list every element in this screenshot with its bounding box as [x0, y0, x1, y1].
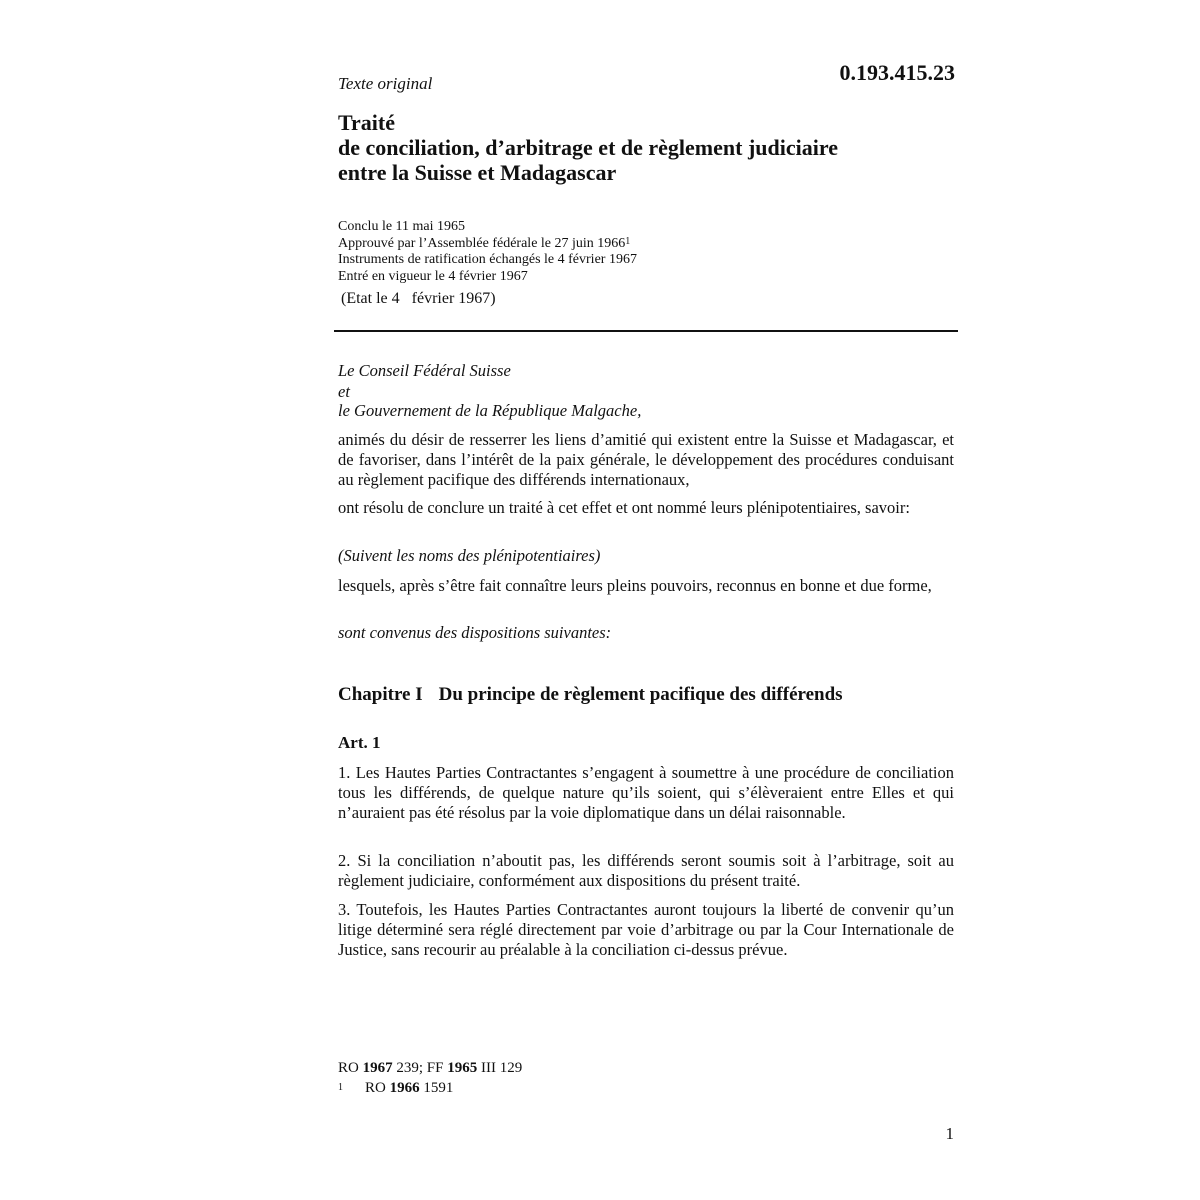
- footnote-1-prefix: RO: [365, 1080, 390, 1096]
- preamble-party-1: Le Conseil Fédéral Suisse: [338, 361, 511, 380]
- preamble-plenipotentiaries: (Suivent les noms des plénipotentiaires): [338, 546, 601, 565]
- status-date: (Etat le 4 février 1967): [341, 290, 496, 307]
- document-title: [338, 110, 838, 185]
- title-line-1: Traité: [338, 110, 396, 135]
- footnotes: [338, 1058, 522, 1098]
- chapter-number: Chapitre I: [338, 684, 423, 705]
- original-text-label: Texte original: [338, 74, 433, 93]
- header-divider: [334, 330, 958, 332]
- source-reference: [338, 1058, 522, 1078]
- concluded-date: Conclu le 11 mai 1965: [338, 219, 466, 234]
- footnote-ref-1[interactable]: 1: [625, 235, 631, 247]
- source-ff-rest: III 129: [477, 1060, 523, 1076]
- preamble-paragraph-5: sont convenus des dispositions suivantes:: [338, 623, 612, 642]
- article-1-heading: Art. 1: [338, 733, 381, 752]
- article-1-paragraph-1: 1. Les Hautes Parties Contractantes s’engagent à soumettre à une procédure de conciliation tous les différends, de quelque nature qu’ils soient, qui s’élèveraient entre Elles et qui n’auraient pas été résolus par la voie diplomatique dans un délai raisonnable.: [338, 763, 954, 822]
- in-force-date: Entré en vigueur le 4 février 1967: [338, 268, 528, 284]
- treaty-metadata: [338, 219, 637, 285]
- approved-date: [338, 236, 637, 253]
- preamble-paragraph-1: animés du désir de resserrer les liens d’amitié qui existent entre la Suisse et Madagascar, et de favoriser, dans l’intérêt de la paix générale, le développement des procédures conduisant au règlement pacifique des différends internationaux,: [338, 430, 954, 489]
- article-1-paragraph-2: 2. Si la conciliation n’aboutit pas, les différends seront soumis soit à l’arbitrage, soit au règlement judiciaire, conformément aux dispositions du présent traité.: [338, 851, 954, 890]
- article-1-paragraph-3: 3. Toutefois, les Hautes Parties Contractantes auront toujours la liberté de convenir qu’un litige déterminé sera réglé directement par voie d’arbitrage ou par la Cour Internationale de Justice, sans recourir au préalable à la conciliation ci-dessus prévue.: [338, 900, 954, 959]
- source-ro-prefix: RO: [338, 1060, 363, 1076]
- title-line-2: de conciliation, d’arbitrage et de règlement judiciaire: [338, 135, 838, 160]
- preamble-party-2: le Gouvernement de la République Malgache,: [338, 401, 642, 420]
- footnote-1-page: 1591: [419, 1080, 454, 1096]
- title-line-3: entre la Suisse et Madagascar: [338, 160, 617, 185]
- page-number: 1: [945, 1124, 954, 1143]
- approved-text: Approuvé par l’Assemblée fédérale le 27 juin 1966: [338, 235, 626, 251]
- source-ro-page: 239; FF: [392, 1060, 448, 1076]
- source-ro-year: 1967: [362, 1060, 393, 1076]
- preamble-and: et: [338, 382, 350, 401]
- footnote-1-mark: 1: [338, 1082, 343, 1093]
- footnote-1: [338, 1078, 522, 1098]
- source-ff-year: 1965: [447, 1060, 478, 1076]
- footnote-1-year: 1966: [389, 1080, 420, 1096]
- preamble-paragraph-4: lesquels, après s’être fait connaître leurs pleins pouvoirs, reconnus en bonne et due forme,: [338, 576, 932, 595]
- chapter-title: Du principe de règlement pacifique des différends: [438, 684, 843, 705]
- chapter-heading: [338, 684, 843, 706]
- systematic-number: 0.193.415.23: [839, 60, 955, 85]
- preamble-paragraph-2: ont résolu de conclure un traité à cet effet et ont nommé leurs plénipotentiaires, savoir:: [338, 498, 910, 517]
- ratification-date: Instruments de ratification échangés le 4 février 1967: [338, 252, 637, 267]
